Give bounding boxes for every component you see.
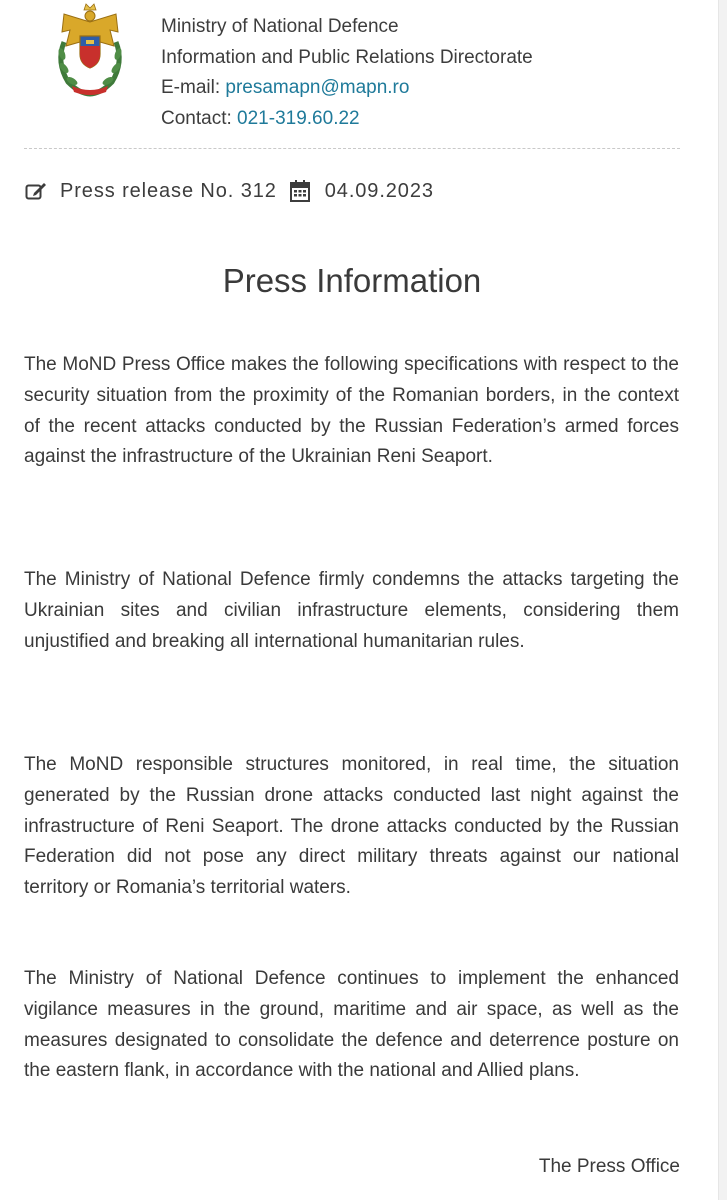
phone-link[interactable]: 021-319.60.22 [237,107,360,129]
email-row [161,73,533,104]
paragraph: The MoND Press Office makes the following specifications with respect to the security situation from the proximity of the Romanian borders, in the context of the recent attacks conducted by the Russian Federation’s armed forces against the infrastructure of the Ukrainian Reni Seaport. [24,354,679,468]
press-header [0,0,727,150]
press-release-number: Press release No. 312 [60,179,277,202]
edit-icon [24,179,48,203]
scrollbar-track[interactable] [718,0,727,1200]
ministry-name: Ministry of National Defence [161,16,399,37]
signature: The Press Office [538,1156,680,1177]
paragraph: The Ministry of National Defence continues to implement the enhanced vigilance measures in the ground, maritime and air space, as well as the measures designated to consolidate the defence and deterrence posture on the eastern flank, in accordance with the national and Allied plans. [24,968,679,1082]
directorate-name: Information and Public Relations Directorate [161,46,533,68]
email-label: E-mail: [161,77,221,98]
organization-info [161,12,533,134]
release-meta [24,176,434,206]
ministry-coat-of-arms-icon [50,2,130,98]
paragraph: The MoND responsible structures monitored, in real time, the situation generated by the Russian drone attacks conducted last night against the infrastructure of Reni Seaport. The drone attacks conducted by the Russian Federation did not pose any direct military threats against our national territory or Romania’s territorial waters. [24,754,679,898]
contact-label: Contact: [161,107,232,129]
contact-row [161,104,533,135]
email-link[interactable]: presamapn@mapn.ro [225,77,410,98]
page-title: Press Information [222,262,482,299]
calendar-icon [288,179,312,203]
paragraph: The Ministry of National Defence firmly condemns the attacks targeting the Ukrainian sites and civilian infrastructure elements, considering them unjustified and breaking all international humanitarian rules. [24,569,679,652]
header-divider [24,148,680,149]
release-date: 04.09.2023 [324,179,434,202]
